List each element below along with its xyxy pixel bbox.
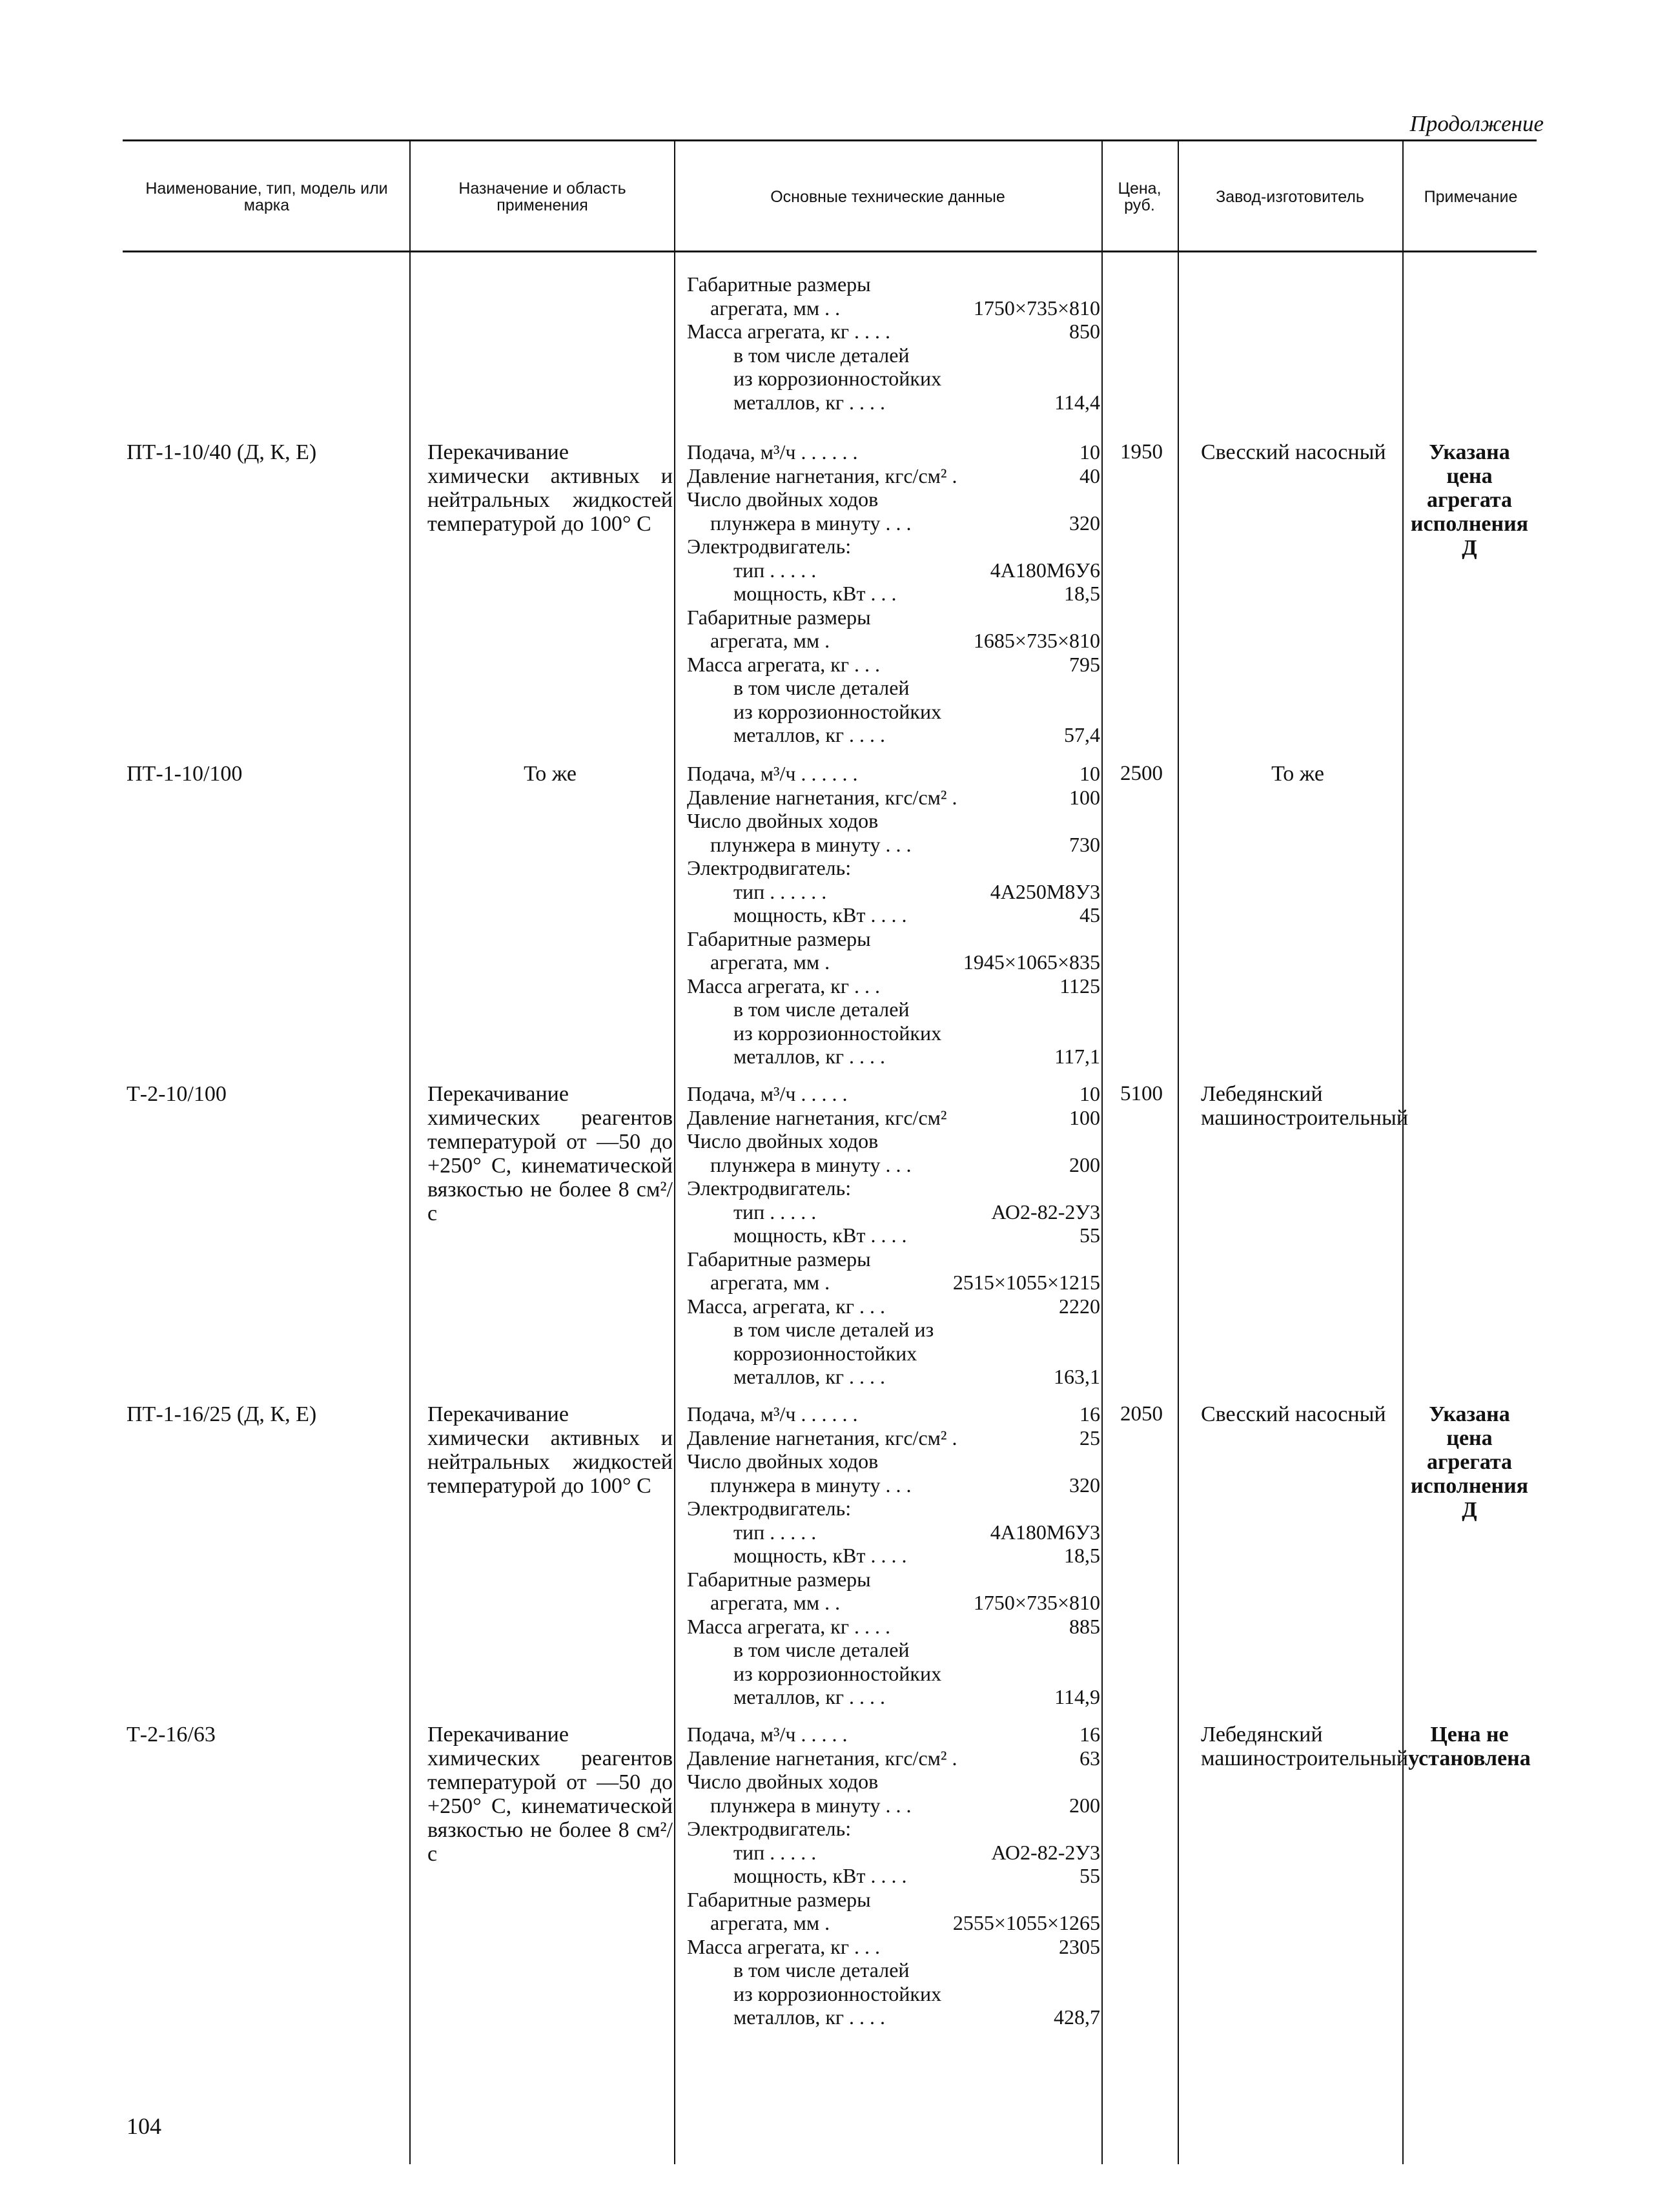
spec-value: 2220 [1059, 1294, 1100, 1318]
spec-line [687, 1176, 1100, 1200]
column-header-specs: Основные технические данные [770, 187, 1005, 206]
row-name: Т-2-10/100 [127, 1082, 227, 1106]
spec-label: из коррозионностойких [733, 1661, 942, 1685]
spec-label: плунжера в минуту . . . [710, 1152, 912, 1176]
spec-line [687, 1497, 1100, 1521]
spec-line [687, 1544, 1100, 1568]
spec-label: в том числе деталей [733, 676, 910, 699]
spec-value: 63 [1079, 1746, 1100, 1770]
spec-value: 200 [1069, 1152, 1100, 1176]
spec-line [687, 296, 1100, 320]
spec-label: Давление нагнетания, кгс/см² . [687, 785, 957, 809]
spec-label: Подача, м³/ч . . . . . [687, 1082, 848, 1105]
spec-value: 114,9 [1054, 1685, 1100, 1708]
spec-line [687, 1888, 1100, 1912]
spec-line [687, 1021, 1100, 1045]
column-header-price: Цена, руб. [1118, 179, 1161, 214]
spec-line [687, 653, 1100, 677]
col-divider [674, 141, 675, 2164]
spec-line [687, 367, 1100, 391]
spec-value: 117,1 [1054, 1045, 1100, 1068]
spec-line [687, 880, 1100, 904]
spec-label: мощность, кВт . . . . [733, 903, 907, 927]
spec-value [1096, 487, 1100, 511]
spec-value: 45 [1079, 903, 1100, 927]
spec-value [1096, 809, 1100, 833]
spec-label: агрегата, мм . . [710, 296, 841, 320]
spec-label: Масса агрегата, кг . . . [687, 652, 880, 676]
spec-label: Электродвигатель: [687, 1176, 852, 1200]
spec-line [687, 1794, 1100, 1818]
spec-line [687, 1591, 1100, 1615]
row-note: Указана цена агрегата исполнения Д [1410, 440, 1529, 560]
row-price: 1950 [1120, 440, 1163, 464]
col-divider [409, 141, 411, 2164]
spec-label: Подача, м³/ч . . . . . . [687, 440, 858, 464]
spec-value: 4А250М8У3 [990, 879, 1100, 903]
row-purpose: То же [524, 762, 577, 786]
spec-line [687, 1521, 1100, 1544]
row-maker: То же [1271, 762, 1324, 786]
spec-value: 1125 [1059, 974, 1100, 998]
spec-value: 10 [1079, 762, 1100, 785]
header-bottom-rule [123, 251, 1537, 252]
spec-value [1096, 1176, 1100, 1200]
row-maker: Лебедянский машиностроительный [1201, 1082, 1409, 1130]
spec-value [1096, 1817, 1100, 1841]
spec-line [687, 1045, 1100, 1069]
spec-value: 1750×735×810 [973, 296, 1100, 320]
spec-label: агрегата, мм . [710, 1271, 830, 1294]
spec-line [687, 1365, 1100, 1389]
spec-value: 885 [1069, 1614, 1100, 1638]
spec-label: тип . . . . . [733, 1200, 817, 1224]
spec-value: 1945×1065×835 [963, 950, 1100, 974]
row-name: ПТ-1-16/25 (Д, К, Е) [127, 1402, 317, 1426]
spec-value [1096, 927, 1100, 951]
spec-label: Число двойных ходов [687, 809, 879, 832]
spec-line [687, 1841, 1100, 1865]
spec-line [687, 1935, 1100, 1959]
spec-label: мощность, кВт . . . . [733, 1864, 907, 1887]
spec-line [687, 1473, 1100, 1497]
spec-label: Подача, м³/ч . . . . . [687, 1723, 848, 1746]
spec-label: Электродвигатель: [687, 1497, 852, 1520]
spec-value [1096, 1958, 1100, 1982]
spec-value: 1750×735×810 [973, 1591, 1100, 1614]
spec-line [687, 833, 1100, 857]
spec-line [687, 1817, 1100, 1841]
row-note: Указана цена агрегата исполнения Д [1410, 1402, 1529, 1522]
spec-value: 16 [1079, 1402, 1100, 1426]
spec-value [1096, 1638, 1100, 1662]
spec-label: Габаритные размеры [687, 1567, 871, 1591]
page-number: 104 [127, 2113, 161, 2139]
spec-label: Габаритные размеры [687, 927, 871, 950]
spec-line [687, 1082, 1100, 1106]
spec-line [687, 1449, 1100, 1473]
spec-label: Габаритные размеры [687, 605, 871, 629]
spec-value: 25 [1079, 1426, 1100, 1449]
spec-label: тип . . . . . [733, 1520, 817, 1544]
spec-value: 10 [1079, 440, 1100, 464]
spec-label: Электродвигатель: [687, 1817, 852, 1840]
spec-label: металлов, кг . . . . [733, 1045, 886, 1068]
spec-value: 320 [1069, 511, 1100, 535]
spec-value: 100 [1069, 1105, 1100, 1129]
spec-value [1096, 1129, 1100, 1153]
spec-line [687, 1129, 1100, 1153]
spec-value [1096, 1247, 1100, 1271]
spec-line [687, 809, 1100, 833]
spec-value: 55 [1079, 1864, 1100, 1887]
spec-line [687, 629, 1100, 653]
spec-line [687, 974, 1100, 998]
spec-label: Число двойных ходов [687, 1129, 879, 1152]
spec-label: тип . . . . . . [733, 879, 827, 903]
row-name: ПТ-1-10/40 (Д, К, Е) [127, 440, 317, 464]
spec-label: в том числе деталей [733, 343, 910, 367]
spec-value [1096, 1318, 1100, 1342]
row-purpose: Перекачивание химически активных и нейтральных жидкостей температурой до 100° С [427, 440, 673, 536]
spec-line [687, 700, 1100, 724]
spec-label: мощность, кВт . . . [733, 582, 897, 605]
spec-value [1096, 998, 1100, 1021]
spec-label: тип . . . . . [733, 558, 817, 582]
row-maker: Лебедянский машиностроительный [1201, 1723, 1409, 1770]
spec-line [687, 272, 1100, 296]
spec-value: 18,5 [1064, 582, 1100, 605]
spec-label: в том числе деталей из [733, 1318, 934, 1341]
row-specs [687, 762, 1100, 1069]
spec-value: 4А180М6У6 [990, 558, 1100, 582]
spec-line [687, 1318, 1100, 1342]
spec-value: 2515×1055×1215 [952, 1271, 1100, 1294]
spec-line [687, 1864, 1100, 1888]
spec-line [687, 927, 1100, 951]
col-divider [1178, 141, 1179, 2164]
spec-value: 850 [1069, 320, 1100, 343]
spec-label: из коррозионностойких [733, 1021, 942, 1045]
spec-label: агрегата, мм . [710, 1911, 830, 1934]
spec-label: Масса агрегата, кг . . . [687, 974, 880, 998]
row-specs [687, 440, 1100, 747]
spec-label: Масса агрегата, кг . . . . [687, 1614, 890, 1638]
spec-line [687, 1723, 1100, 1746]
spec-label: металлов, кг . . . . [733, 2005, 886, 2029]
spec-label: Подача, м³/ч . . . . . . [687, 762, 858, 785]
spec-value: 55 [1079, 1224, 1100, 1247]
spec-value: АО2-82-2У3 [991, 1840, 1100, 1864]
column-header-purpose: Назначение и область применения [458, 179, 626, 214]
spec-line [687, 1746, 1100, 1770]
spec-line [687, 320, 1100, 343]
spec-value: 114,4 [1054, 390, 1100, 414]
spec-value: 1685×735×810 [973, 629, 1100, 652]
spec-label: из коррозионностойких [733, 1982, 942, 2005]
row-purpose: Перекачивание химически активных и нейтральных жидкостей температурой до 100° С [427, 1402, 673, 1498]
row-purpose: Перекачивание химических реагентов температурой от —50 до +250° С, кинематической вязкостью не более 8 см²/с [427, 1723, 673, 1866]
spec-line [687, 343, 1100, 367]
spec-label: Давление нагнетания, кгс/см² . [687, 1746, 957, 1770]
spec-label: в том числе деталей [733, 1638, 910, 1661]
spec-line [687, 676, 1100, 700]
col-divider [1402, 141, 1404, 2164]
spec-line [687, 1958, 1100, 1982]
spec-line [687, 856, 1100, 880]
spec-line [687, 998, 1100, 1021]
row-specs [687, 1723, 1100, 2029]
spec-label: плунжера в минуту . . . [710, 1793, 912, 1817]
spec-line [687, 606, 1100, 630]
spec-value: 100 [1069, 785, 1100, 809]
row-price: 2050 [1120, 1402, 1163, 1426]
spec-line [687, 511, 1100, 535]
spec-label: Электродвигатель: [687, 535, 852, 558]
spec-value: 4А180М6У3 [990, 1520, 1100, 1544]
spec-label: агрегата, мм . [710, 629, 830, 652]
spec-label: Подача, м³/ч . . . . . . [687, 1402, 858, 1426]
spec-label: тип . . . . . [733, 1840, 817, 1864]
table-top-rule [123, 139, 1537, 141]
spec-label: Габаритные размеры [687, 1887, 871, 1911]
row-specs [687, 1402, 1100, 1709]
spec-label: Число двойных ходов [687, 487, 879, 511]
spec-line [687, 1662, 1100, 1686]
spec-value: 2555×1055×1265 [952, 1911, 1100, 1934]
spec-value [1096, 367, 1100, 391]
spec-label: Масса агрегата, кг . . . [687, 1934, 880, 1958]
row-specs [687, 1082, 1100, 1389]
spec-label: Давление нагнетания, кгс/см² [687, 1105, 947, 1129]
column-header-note: Примечание [1424, 187, 1518, 206]
row-purpose: Перекачивание химических реагентов температурой от —50 до +250° С, кинематической вязкостью не более 8 см²/с [427, 1082, 673, 1225]
spec-value: 40 [1079, 464, 1100, 487]
spec-value [1096, 700, 1100, 724]
column-header-maker: Завод-изготовитель [1216, 187, 1364, 206]
row-name: Т-2-16/63 [127, 1723, 216, 1746]
spec-label: Габаритные размеры [687, 272, 871, 296]
spec-line [687, 391, 1100, 415]
spec-line [687, 1770, 1100, 1794]
spec-label: коррозионностойких [733, 1341, 917, 1365]
spec-label: Число двойных ходов [687, 1770, 879, 1793]
spec-value: 163,1 [1054, 1365, 1100, 1388]
spec-value [1096, 1449, 1100, 1473]
spec-label: Число двойных ходов [687, 1449, 879, 1473]
spec-label: Масса агрегата, кг . . . . [687, 320, 890, 343]
spec-label: мощность, кВт . . . . [733, 1544, 907, 1567]
column-header-name: Наименование, тип, модель или марка [145, 179, 388, 214]
spec-label: плунжера в минуту . . . [710, 511, 912, 535]
continuation-label: Продолжение [1409, 111, 1544, 136]
spec-value [1096, 606, 1100, 630]
spec-line [687, 440, 1100, 464]
spec-line [687, 786, 1100, 810]
spec-line [687, 950, 1100, 974]
carryover-specs [687, 272, 1100, 414]
spec-label: Электродвигатель: [687, 856, 852, 879]
spec-value [1096, 1497, 1100, 1521]
row-note: Цена не установлена [1408, 1723, 1531, 1770]
row-maker: Свесский насосный [1201, 440, 1386, 464]
spec-line [687, 1295, 1100, 1318]
spec-value: 320 [1069, 1473, 1100, 1497]
spec-label: плунжера в минуту . . . [710, 1473, 912, 1497]
row-maker: Свесский насосный [1201, 1402, 1386, 1426]
spec-line [687, 1402, 1100, 1426]
spec-value [1096, 856, 1100, 880]
spec-value [1096, 343, 1100, 367]
spec-label: в том числе деталей [733, 998, 910, 1021]
spec-line [687, 903, 1100, 927]
spec-value: 2305 [1059, 1934, 1100, 1958]
spec-line [687, 535, 1100, 558]
spec-value: 428,7 [1054, 2005, 1100, 2029]
spec-line [687, 1247, 1100, 1271]
spec-line [687, 1911, 1100, 1935]
spec-label: Габаритные размеры [687, 1247, 871, 1271]
spec-label: металлов, кг . . . . [733, 390, 886, 414]
spec-label: из коррозионностойких [733, 699, 942, 723]
spec-line [687, 1638, 1100, 1662]
spec-label: агрегата, мм . [710, 950, 830, 974]
spec-value: АО2-82-2У3 [991, 1200, 1100, 1224]
spec-value [1096, 272, 1100, 296]
spec-line [687, 1106, 1100, 1130]
spec-label: Давление нагнетания, кгс/см² . [687, 464, 957, 487]
spec-line [687, 487, 1100, 511]
spec-line [687, 1685, 1100, 1709]
spec-value: 10 [1079, 1082, 1100, 1105]
row-price: 5100 [1120, 1082, 1163, 1105]
spec-line [687, 582, 1100, 606]
spec-line [687, 762, 1100, 786]
spec-label: Масса, агрегата, кг . . . [687, 1294, 885, 1318]
spec-label: плунжера в минуту . . . [710, 832, 912, 856]
spec-label: мощность, кВт . . . . [733, 1224, 907, 1247]
spec-line [687, 1568, 1100, 1592]
spec-value: 200 [1069, 1793, 1100, 1817]
spec-line [687, 1426, 1100, 1450]
spec-value [1096, 1770, 1100, 1794]
spec-line [687, 1153, 1100, 1177]
spec-line [687, 558, 1100, 582]
col-divider [1101, 141, 1103, 2164]
spec-value [1096, 1888, 1100, 1912]
spec-value [1096, 1982, 1100, 2006]
spec-label: Давление нагнетания, кгс/см² . [687, 1426, 957, 1449]
spec-line [687, 1342, 1100, 1366]
spec-label: агрегата, мм . . [710, 1591, 841, 1614]
spec-line [687, 2005, 1100, 2029]
spec-line [687, 1200, 1100, 1224]
spec-line [687, 723, 1100, 747]
spec-value: 16 [1079, 1723, 1100, 1746]
spec-value [1096, 1568, 1100, 1592]
spec-line [687, 1982, 1100, 2006]
spec-line [687, 1224, 1100, 1247]
spec-value: 57,4 [1064, 723, 1100, 746]
row-price: 2500 [1120, 762, 1163, 785]
spec-label: из коррозионностойких [733, 367, 942, 390]
spec-value [1096, 535, 1100, 558]
spec-label: металлов, кг . . . . [733, 1365, 886, 1388]
spec-label: в том числе деталей [733, 1958, 910, 1982]
spec-value: 730 [1069, 832, 1100, 856]
spec-label: металлов, кг . . . . [733, 723, 886, 746]
spec-value [1096, 1342, 1100, 1366]
spec-label: металлов, кг . . . . [733, 1685, 886, 1708]
row-name: ПТ-1-10/100 [127, 762, 243, 786]
spec-value [1096, 676, 1100, 700]
spec-value [1096, 1021, 1100, 1045]
spec-value: 18,5 [1064, 1544, 1100, 1567]
spec-value: 795 [1069, 652, 1100, 676]
spec-line [687, 464, 1100, 488]
spec-line [687, 1271, 1100, 1295]
spec-line [687, 1615, 1100, 1639]
spec-value [1096, 1662, 1100, 1686]
